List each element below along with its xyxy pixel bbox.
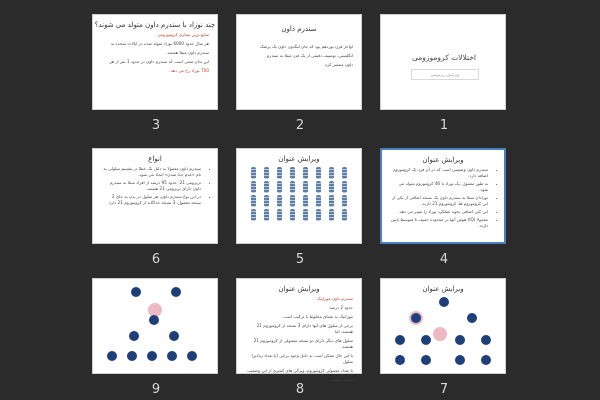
slide-title: اختلالات کروموزومی [412,53,476,62]
slide-thumbnail-7[interactable] [380,278,508,398]
slide-number: 8 [295,382,305,397]
slide-text-line: داون منتشر کرد. [323,62,353,67]
slide-text-line: موزاییک به معنای مخلوط یا ترکیب است. [281,314,353,319]
slide-text-line: با این حال ممکن است به دلیل وجود برخی (یا تعداد زیادتر) سلول [251,353,353,364]
slide-text-line: سندرم داون موزاییک [316,296,353,301]
slide-thumbnail-1[interactable] [380,14,508,134]
slide-text-line: این بدان معنی است که سندرم داون در حدود 1 نفر از هر [109,59,209,64]
slide-title: ویرایش عنوان [278,285,320,293]
slide-text-line: حدود 2 درصد [329,305,353,310]
slide-text-line: اواخر قرن نوزدهم بود که جان لنگدون داون یک پزشک [259,44,353,49]
slide-thumbnail-9[interactable] [92,278,220,398]
slide-thumbnail-8[interactable] [236,278,364,398]
slide-body [382,164,504,234]
slide-preview [380,14,506,110]
slide-body [237,41,361,74]
slide-bullet: • سندرم داون وضعیتی است که در آن فرد یک کروموزوم اضافه دارد. [390,167,488,179]
slide-title: ویرایش عنوان [422,156,464,164]
slide-thumbnail-4[interactable] [380,148,508,268]
slide-number: 4 [439,252,449,267]
slide-thumbnail-3[interactable] [92,14,220,134]
slide-title: سندرم داون [281,25,317,33]
slide-text-line: با تعداد معمولی کروموزوم، ویژگی های کمتری از این وضعیت [247,368,353,373]
slide-preview [380,278,506,374]
slide-body [237,293,361,389]
slide-number: 1 [439,118,449,133]
slide-text-line: هر سال حدود 6000 نوزاد متولد شده در ایالات متحده به [110,41,209,46]
slide-thumbnail-6[interactable] [92,148,220,268]
slide-title: ویرایش عنوان [278,155,320,163]
slide-body [93,163,217,211]
slide-preview [236,278,362,382]
slide-number: 9 [151,382,161,397]
slide-text-line: سلول های دیگر دارای دو نسخه معمولی از کروموزوم 21 هستند. [253,338,353,349]
slide-preview [236,148,362,244]
slide-preview [92,278,218,374]
slide-number: 5 [295,252,305,267]
slide-title: ویرایش عنوان [422,285,464,293]
slide-preview [380,148,506,244]
slide-text-line: داشته باشند. [330,377,353,382]
karyotype-image [237,163,361,225]
slide-text-line: سندرم داون مبتلا هستند. [166,50,209,55]
slide-number: 6 [151,252,161,267]
slide-text-line: شایع ترین بیماری کروموزومی [157,32,209,37]
slide-preview [92,148,218,244]
slide-number: 2 [295,118,305,133]
slide-title: چند نوزاد با سندرم داون متولد می شوند؟ [94,21,216,29]
slide-bullet: • در این نوع سندرم داون، هر سلول در بدن به جای 2 نسخه معمول، 3 نسخه جداگانه از کروموزوم 21 دارد. [101,194,201,206]
slide-thumbnail-5[interactable] [236,148,364,268]
slide-text-line: 700 نوزاد رخ می دهد. [169,68,209,73]
slide-bullet: • نوزادان مبتلا به سندرم داون یک نسخه اضافی از یکی از این کروموزوم ها، کروموزوم 21 دارند. [390,195,488,207]
slide-thumbnail-2[interactable] [236,14,364,134]
slide-body [93,29,217,80]
slide-subtitle: ویرایش زیرنویس [411,69,479,80]
slide-title: انواع [148,155,162,163]
slide-bullet: • سندرم داون معمولا به دلیل یک خطا در تقسیم سلولی به نام «عدم جدا شدن» ایجاد می شود. [101,166,201,178]
slide-text-line: برخی از سلول های آنها دارای 3 نسخه از کروموزوم 21 هستند، اما [256,323,353,334]
slide-text-line: انگلیسی، توصیف دقیقی از یک فرد مبتلا به سندرم [266,53,353,58]
slide-bullet: • معمولا (IQ) هوش آنها در محدوده خفیف تا متوسط پایین دارند. [390,217,488,229]
slide-bullet: • به طور معمول، یک نوزاد با 46 کروموزوم متولد می شود. [390,181,488,193]
slide-number: 7 [439,382,449,397]
slide-preview [236,14,362,110]
slide-number: 3 [151,118,161,133]
slide-preview [92,14,218,110]
slide-bullet: • این کپی اضافی نحوه عملکرد نوزاد را تغییر می دهد. [390,209,488,215]
slide-bullet: • تریزومی 21: حدود 95 درصد از افراد مبتلا به سندرم داون دارای تریزومی 21 هستند. [101,180,201,192]
